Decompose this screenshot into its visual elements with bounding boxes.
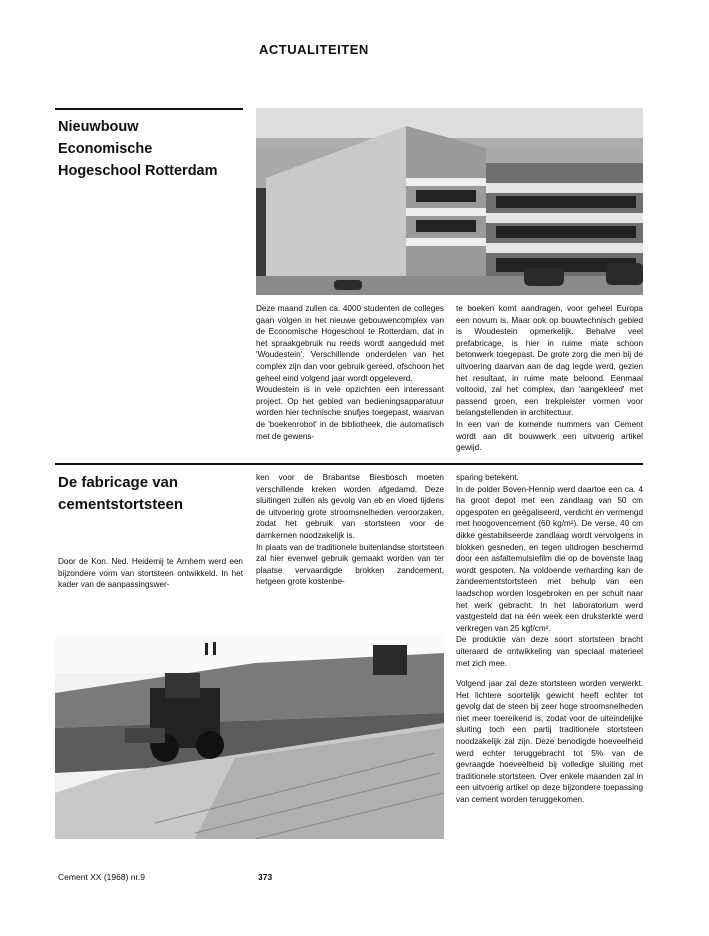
construction-photo [55, 633, 444, 839]
article2-paragraph: In de polder Boven-Hennip werd daartoe een ca. 4 ha groot depot met een zandlaag van 50 cm opgespoten en geëgaliseerd, verdicht en vermengd met hoogovencement (60 kg/m²). De verse, 40 cm dikke gestabiliseerde zandlaag wordt vervolgens in blokken gesneden, en tegen uitdrogen beschermd door een asfaltemulsiefilm die op de bovenste laag wordt gespoten. Na voldoende verharding kan de zandeementstortsteen met behulp van een laadschop worden losgebroken en per schuit naar het werk gebracht. In het laboratorium werd vastgesteld dat na één week een druksterkte werd verkregen van 25 kgf/cm². [456, 484, 643, 633]
article1-column1 [256, 303, 444, 442]
article2-paragraph: Volgend jaar zal deze stortsteen worden verwerkt. Het lichtere soortelijk gewicht heeft echter tot gevolg dat de steen bij zeer hoge stroomsnelheden niet meer toereikend is, zodat voor de uiteindelijke sluiting toch een partij traditionele stortsteen noodzakelijk zal zijn. Deze benodigde hoeveelheid werd echter teruggebracht tot 5% van de gevraagde hoeveelheid bij volledige sluiting met traditionele stortsteen. Over enkele maanden zal in een uitvoerig artikel op deze bijzondere toepassing van cement worden teruggekomen. [456, 679, 643, 805]
section-label: ACTUALITEITEN [259, 42, 369, 57]
section-rule [55, 463, 643, 465]
article1-paragraph: Deze maand zullen ca. 4000 studenten de colleges gaan volgen in het nieuwe gebouwencomplex van de Economische Hogeschool te Rotterdam, dat in het spraakgebruik nu reeds wordt aangeduid met 'Woudestein'. Verschillende onderdelen van het complex zijn dan voor gebruik gereed, ofschoon het geheel eind volgend jaar wordt opgeleverd. [256, 304, 444, 383]
article2-column2 [456, 472, 643, 806]
article1-title: Nieuwbouw Economische Hogeschool Rotterdam [58, 119, 218, 179]
article1-paragraph: Woudestein is in vele opzichten een interessant project. Op het gebied van bedieningsapparatuur worden hier technische snufjes toegepast, waarvan de 'boekenrobot' in de bibliotheek, die automatisch met de gewens- [256, 385, 444, 441]
article2-paragraph: ken voor de Brabantse Biesbosch moeten verschillende kreken worden afgedamd. Deze sluitingen zullen als gevolg van eb en vloed tijdens de uitvoering grote stroomsnelheden veroorzaken, zodat het gebruik van stortsteen voor de damkernen noodzakelijk is. [256, 473, 444, 540]
article2-intro: Door de Kon. Ned. Heidemij te Arnhem werd een bijzondere vorm van stortsteen ontwikkeld. In het kader van de aanpassingswer- [58, 557, 243, 590]
article2-column1 [256, 472, 444, 588]
journal-reference: Cement XX (1968) nr.9 [58, 872, 145, 882]
article2-paragraph: De produktie van deze soort stortsteen bracht uiteraard de ontwikkeling van speciaal materieel met zich mee. [456, 635, 643, 668]
article1-column2 [456, 303, 643, 454]
article2-title: De fabricage van cementstortsteen [58, 474, 184, 513]
article2-paragraph: sparing betekent. [456, 473, 519, 482]
page-number: 373 [258, 872, 273, 882]
building-photo [256, 108, 643, 295]
article1-paragraph: In een van de komende nummers van Cement wordt aan dit bouwwerk een uitvoerig artikel gewijd. [456, 419, 643, 453]
article2-paragraph: In plaats van de traditionele buitenlandse stortsteen zal hier evenwel gebruik gemaakt worden van ter plaatse vervaardigde brokken zandcement, hetgeen grote kostenbe- [256, 542, 444, 587]
title-rule [55, 108, 243, 110]
article1-paragraph: te boeken komt aandragen, voor geheel Europa een novum is. Maar ook op bouwtechnisch gebied is Woudestein opmerkelijk. Behalve veel prefabricage, is hier in ruime mate schoon betonwerk toegepast. De grote zorg die men bij de uitvoering daarvan aan de dag legde werd, gezien het resultaat, in ruime mate beloond. Eenmaal voltooid, zal het complex, dan 'aangekleed' met passend groen, een trekpleister vormen voor belangstellenden in architectuur. [456, 304, 643, 418]
